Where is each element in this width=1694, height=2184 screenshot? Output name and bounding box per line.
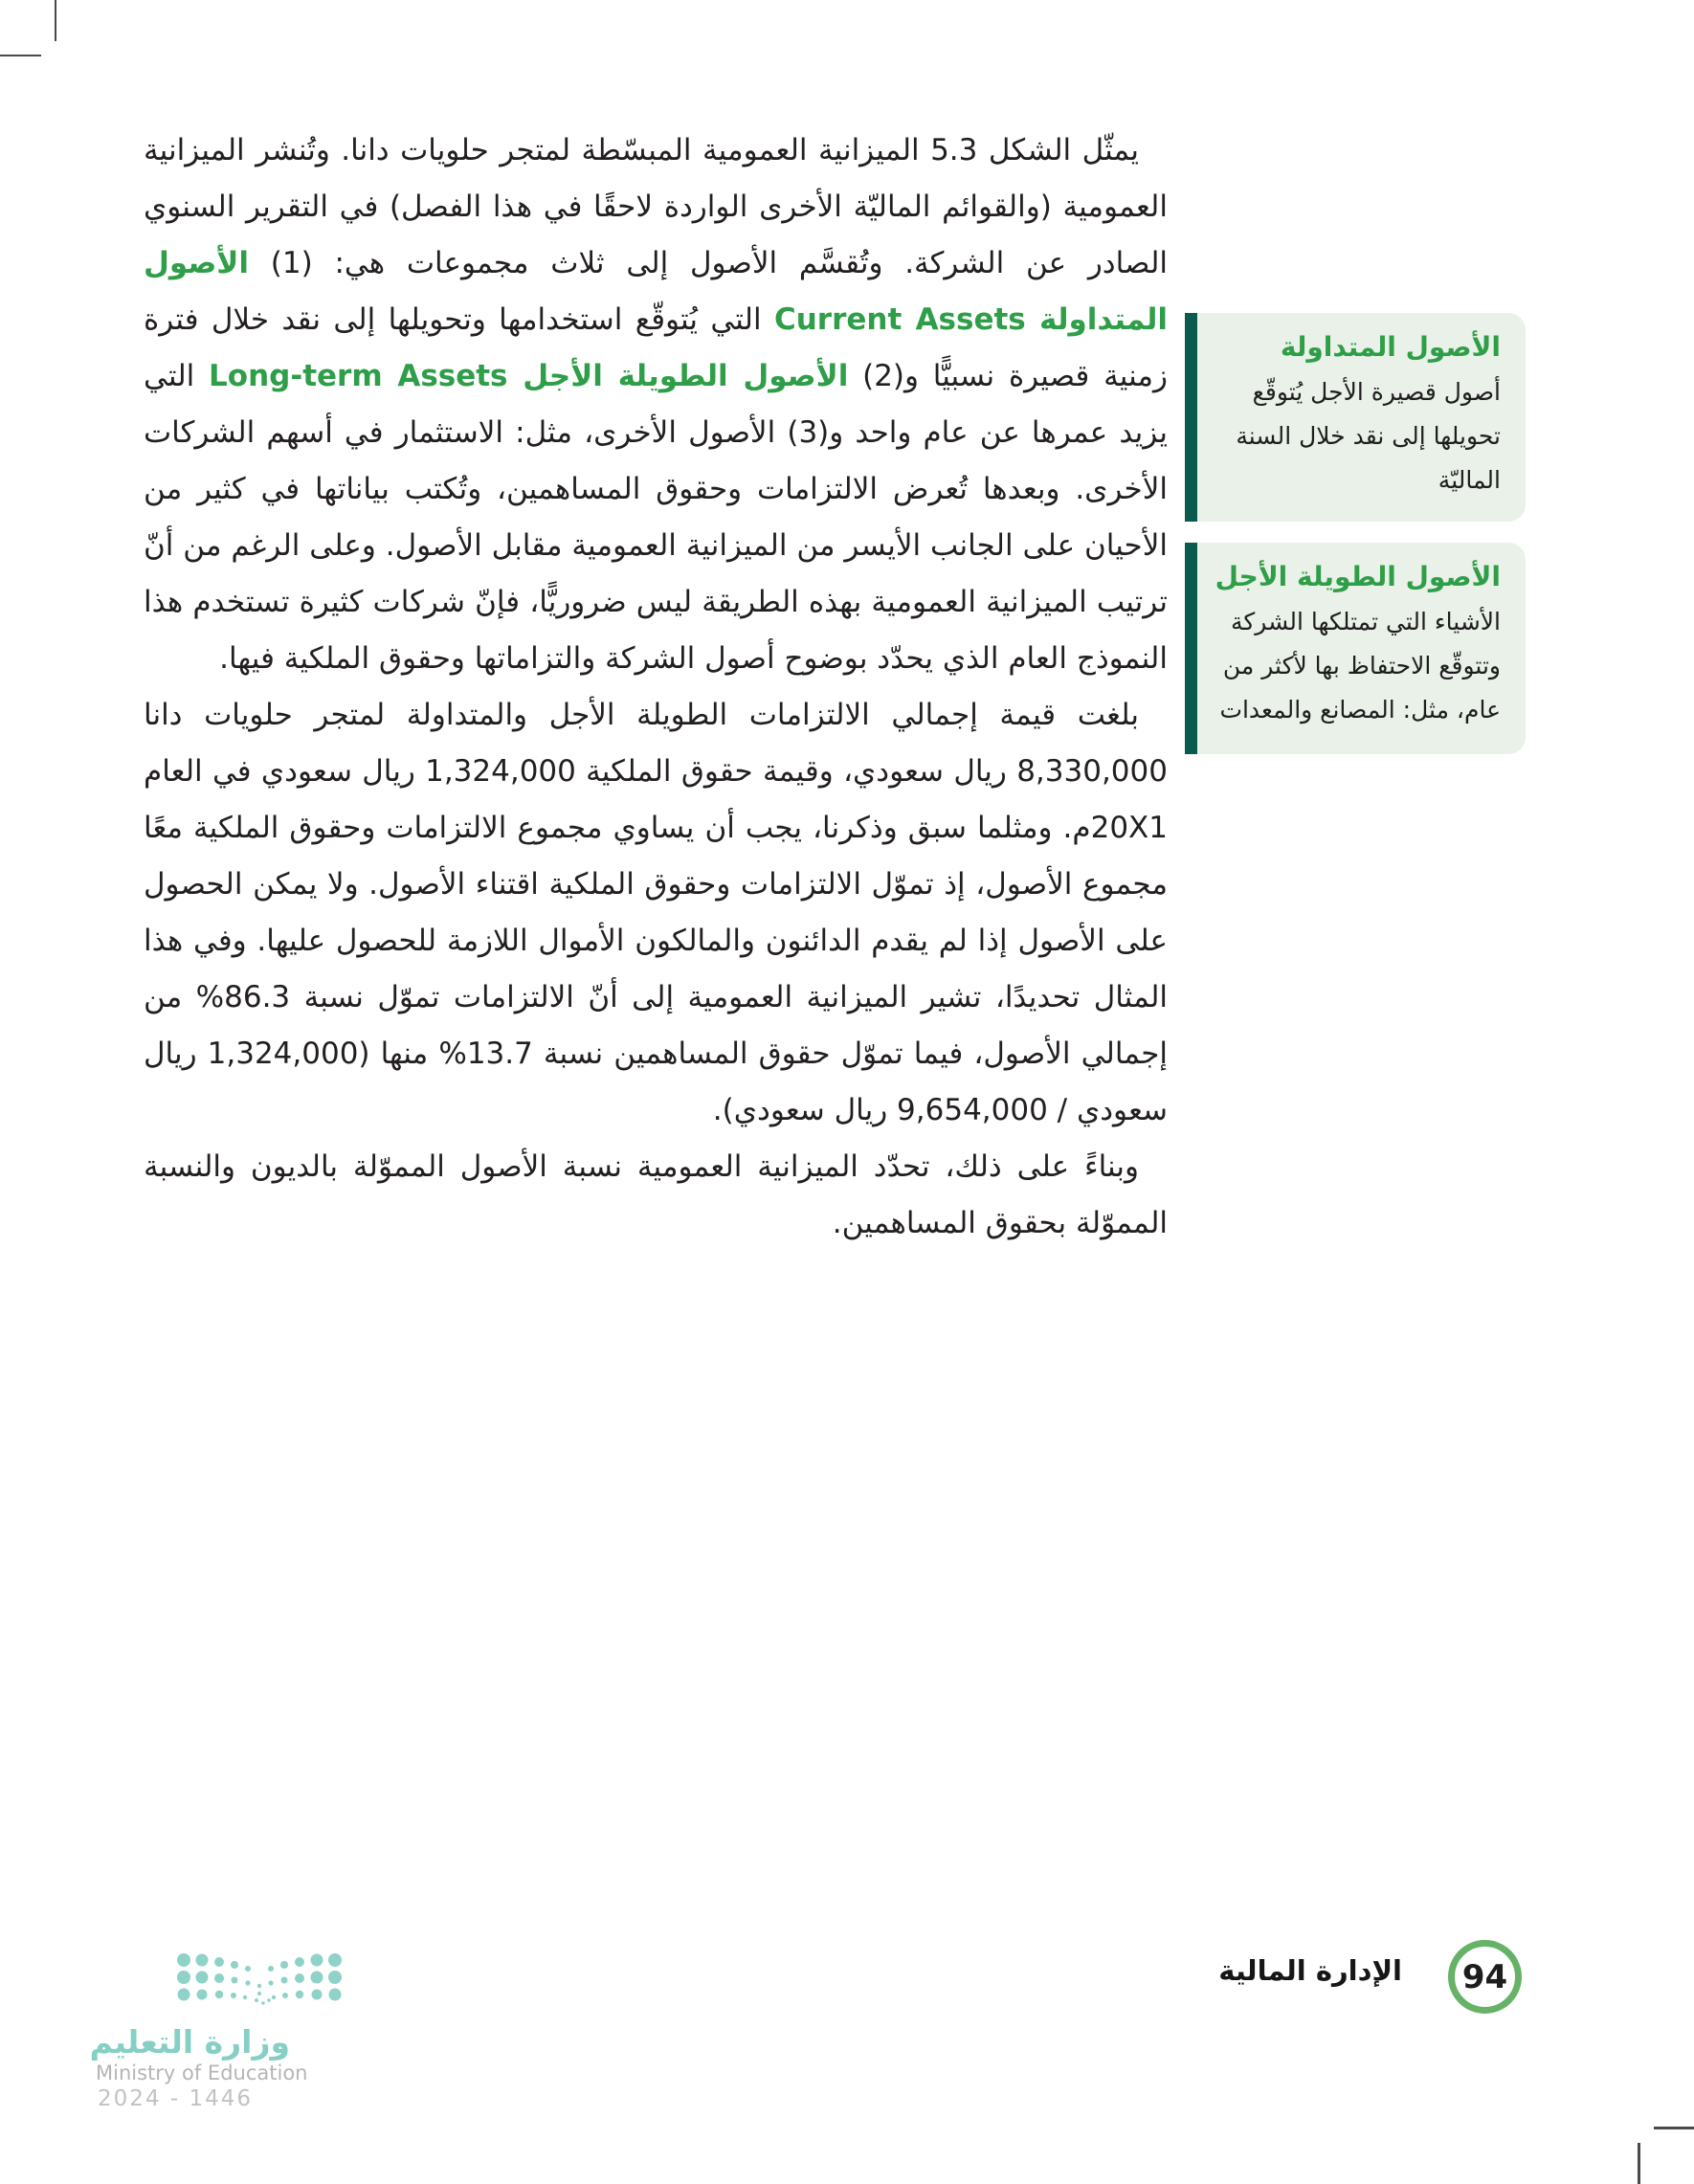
paragraph-conclusion [144,1139,1168,1252]
key-term: Long-term Assets [209,359,508,393]
crop-mark-bottom-right-horizontal [1654,2127,1694,2129]
note-accent-bar [1185,543,1197,754]
page-number: 94 [1461,1957,1508,1996]
key-term: الأصول الطويلة الأجل [507,359,849,393]
ministry-logo-wordmark-en: Ministry of Education [96,2061,308,2084]
text-run: التي يزيد عمرها عن عام واحد و(3) الأصول الأخرى، مثل: الاستثمار في أسهم الشركات الأخرى. وبعدها تُعرض الالتزامات وحقوق المساهمين، وتُكتب بياناتها في كثير من الأحيان على الجانب الأيسر من الميزانية العمومية مقابل الأصول. وعلى الرغم من أنّ ترتيب الميزانية العمومية بهذه الطريقة ليس ضروريًّا، فإنّ شركات كثيرة تستخدم هذا النموذج العام الذي يحدّد بوضوح أصول الشركة والتزاماتها وحقوق الملكية فيها. [144,359,1168,676]
page-number-badge [1448,1940,1522,2014]
margin-note-title: الأصول الطويلة الأجل [1215,561,1501,592]
margin-note-long-term-assets [1185,543,1526,754]
crop-mark-top-left-vertical [55,0,56,41]
body-text [144,123,1168,1252]
paragraph-liabilities-values [144,687,1168,1139]
note-accent-bar [1185,313,1197,522]
margin-note-body: الأشياء التي تمتلكها الشركة وتتوقّع الاحتفاظ بها لأكثر من عام، مثل: المصانع والمعدات [1219,608,1501,724]
key-term: Current Assets [773,302,1026,337]
ministry-logo-years: 2024 - 1446 [98,2086,253,2111]
margin-note-body: أصول قصيرة الأجل يُتوقّع تحويلها إلى نقد خلال السنة الماليّة [1236,378,1501,494]
footer-section-title: الإدارة المالية [1218,1954,1402,1987]
crop-mark-top-left-horizontal [0,55,41,56]
text-run: التي يُتوقّع استخدامها وتحويلها إلى نقد خلال فترة زمنية قصيرة نسبيًّا و(2) [144,302,1169,393]
text-run: وبناءً على ذلك، تحدّد الميزانية العمومية نسبة الأصول المموّلة بالديون والنسبة المموّلة بحقوق المساهمين. [144,1149,1168,1240]
key-term: الأصول المتداولة [144,246,1168,337]
ministry-logo-wordmark-ar: وزارة التعليم [89,2023,290,2061]
margin-note-title: الأصول المتداولة [1280,331,1501,363]
text-run: يمثّل الشكل 5.3 الميزانية العمومية المبسّطة لمتجر حلويات دانا. وتُنشر الميزانية العمومية (والقوائم الماليّة الأخرى الواردة لاحقًا في هذا الفصل) في التقرير السنوي الصادر عن الشركة. وتُقسَّم الأصول إلى ثلاث مجموعات هي: (1) [144,133,1168,280]
paragraph-balance-sheet-intro [144,123,1168,687]
ministry-logo-dots-icon [177,1952,342,2008]
text-run: بلغت قيمة إجمالي الالتزامات الطويلة الأجل والمتداولة لمتجر حلويات دانا 8,330,000 ريال سعودي، وقيمة حقوق الملكية 1,324,000 ريال سعودي في العام 20X1م. ومثلما سبق وذكرنا، يجب أن يساوي مجموع الالتزامات وحقوق الملكية معًا مجموع الأصول، إذ تموّل الالتزامات وحقوق الملكية اقتناء الأصول. ولا يمكن الحصول على الأصول إذا لم يقدم الدائنون والمالكون الأموال اللازمة للحصول عليها. وفي هذا المثال تحديدًا، تشير الميزانية العمومية إلى أنّ الالتزامات تموّل نسبة 86.3% من إجمالي الأصول، فيما تموّل حقوق المساهمين نسبة 13.7% منها (1,324,000 ريال سعودي / 9,654,000 ريال سعودي). [144,698,1169,1127]
crop-mark-bottom-right-vertical [1638,2143,1640,2184]
margin-note-current-assets [1185,313,1526,522]
